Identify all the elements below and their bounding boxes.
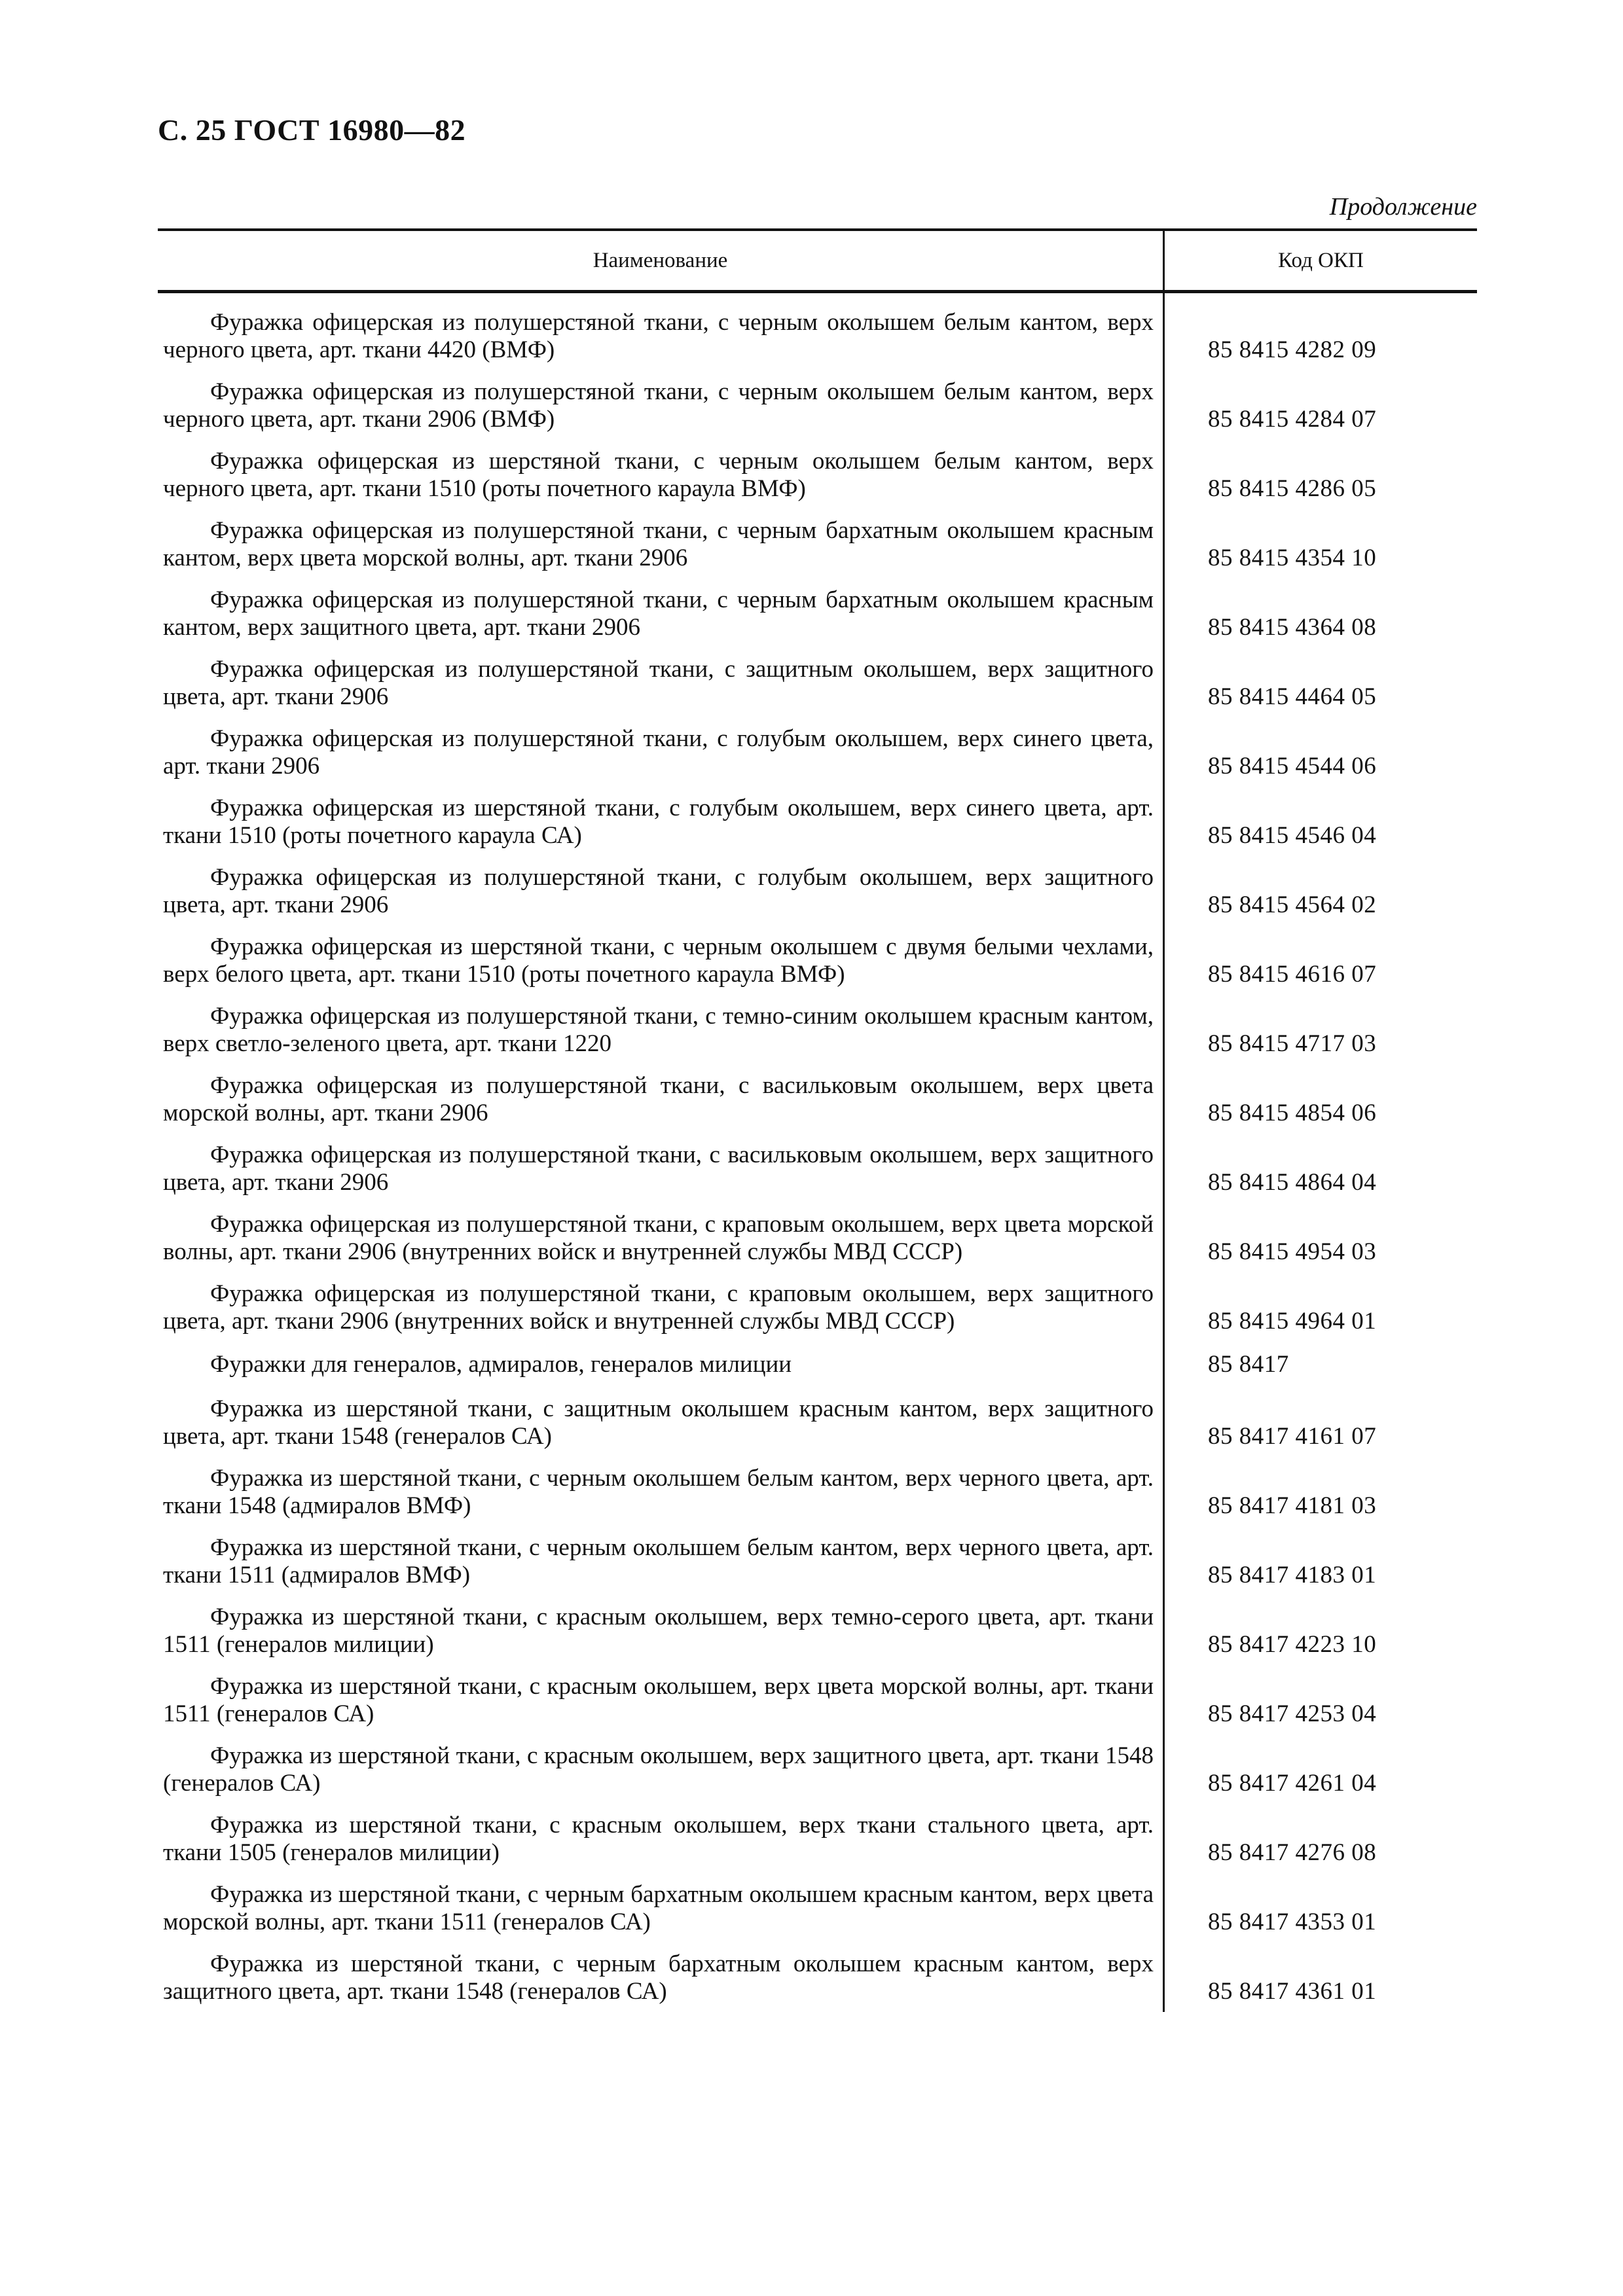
row-code: 85 8417 4261 04 (1208, 1770, 1377, 1797)
row-name: Фуражка офицерская из полушерстяной ткани, с черным бархатным околышем красным кантом, верх цвета морской волны, арт. ткани 2906 (163, 517, 1154, 571)
table-row (158, 925, 1477, 995)
row-name-cell (158, 1526, 1165, 1596)
table-row (158, 856, 1477, 925)
row-name: Фуражка офицерская из полушерстяной ткани, с краповым околышем, верх защитного цвета, арт. ткани 2906 (внутренних войск и внутренней службы МВД СССР) (163, 1280, 1154, 1335)
table-header (158, 228, 1477, 293)
row-name-cell (158, 293, 1165, 370)
row-code: 85 8415 4282 09 (1208, 336, 1377, 363)
row-code: 85 8417 4361 01 (1208, 1978, 1377, 2005)
table-row (158, 1388, 1477, 1457)
row-code: 85 8415 4544 06 (1208, 753, 1377, 780)
row-name: Фуражка офицерская из полушерстяной ткани, с защитным околышем, верх защитного цвета, арт. ткани 2906 (163, 656, 1154, 710)
table-row (158, 787, 1477, 856)
table-row (158, 648, 1477, 717)
row-code: 85 8415 4546 04 (1208, 822, 1377, 849)
row-name: Фуражка офицерская из полушерстяной ткани, с голубым околышем, верх синего цвета, арт. ткани 2906 (163, 725, 1154, 780)
row-code: 85 8417 4253 04 (1208, 1700, 1377, 1727)
table-row (158, 293, 1477, 370)
row-code: 85 8417 4353 01 (1208, 1909, 1377, 1935)
table-row (158, 995, 1477, 1064)
row-name-cell (158, 1272, 1165, 1342)
table-row (158, 440, 1477, 509)
table-row (158, 1064, 1477, 1134)
table-row (158, 1665, 1477, 1734)
row-name: Фуражка из шерстяной ткани, с защитным околышем красным кантом, верх защитного цвета, арт. ткани 1548 (генералов СА) (163, 1395, 1154, 1450)
row-name: Фуражка из шерстяной ткани, с красным околышем, верх защитного цвета, арт. ткани 1548 (генералов СА) (163, 1742, 1154, 1797)
row-code: 85 8415 4354 10 (1208, 545, 1377, 571)
row-code: 85 8415 4564 02 (1208, 891, 1377, 918)
row-code: 85 8417 4161 07 (1208, 1423, 1377, 1450)
row-name-cell (158, 717, 1165, 787)
row-name: Фуражка офицерская из полушерстяной ткани, с васильковым околышем, верх цвета морской волны, арт. ткани 2906 (163, 1072, 1154, 1126)
row-name-cell (158, 648, 1165, 717)
row-name-cell (158, 787, 1165, 856)
row-name-cell (158, 925, 1165, 995)
row-name-cell (158, 1665, 1165, 1734)
column-header-code: Код ОКП (1278, 248, 1364, 272)
column-header-name: Наименование (158, 231, 1165, 290)
row-code: 85 8417 4223 10 (1208, 1631, 1377, 1658)
row-name-cell (158, 579, 1165, 648)
table-row (158, 370, 1477, 440)
row-name-cell (158, 1203, 1165, 1272)
row-code: 85 8415 4964 01 (1208, 1308, 1377, 1335)
row-name-cell (158, 1804, 1165, 1873)
row-code: 85 8417 (1208, 1351, 1289, 1378)
row-name: Фуражка офицерская из полушерстяной ткани, с голубым околышем, верх защитного цвета, арт. ткани 2906 (163, 864, 1154, 918)
row-code: 85 8417 4276 08 (1208, 1839, 1377, 1866)
row-name: Фуражка из шерстяной ткани, с черным бархатным околышем красным кантом, верх защитного цвета, арт. ткани 1548 (генералов СА) (163, 1950, 1154, 2005)
row-name: Фуражка из шерстяной ткани, с красным околышем, верх темно-серого цвета, арт. ткани 1511 (генералов милиции) (163, 1604, 1154, 1658)
continuation-label: Продолжение (1329, 193, 1477, 221)
row-code: 85 8415 4854 06 (1208, 1100, 1377, 1126)
row-name: Фуражка офицерская из шерстяной ткани, с голубым околышем, верх синего цвета, арт. ткани 1510 (роты почетного караула СА) (163, 795, 1154, 849)
row-name: Фуражка офицерская из полушерстяной ткани, с черным бархатным околышем красным кантом, верх защитного цвета, арт. ткани 2906 (163, 586, 1154, 641)
table-row (158, 717, 1477, 787)
row-name: Фуражка из шерстяной ткани, с черным бархатным околышем красным кантом, верх цвета морской волны, арт. ткани 1511 (генералов СА) (163, 1881, 1154, 1935)
row-name-cell (158, 1596, 1165, 1665)
row-code: 85 8417 4181 03 (1208, 1492, 1377, 1519)
row-name: Фуражка из шерстяной ткани, с черным околышем белым кантом, верх черного цвета, арт. ткани 1548 (адмиралов ВМФ) (163, 1465, 1154, 1519)
row-name: Фуражка офицерская из шерстяной ткани, с черным околышем белым кантом, верх черного цвета, арт. ткани 1510 (роты почетного караула ВМФ) (163, 448, 1154, 502)
row-code: 85 8415 4364 08 (1208, 614, 1377, 641)
row-name-cell (158, 1064, 1165, 1134)
table-row (158, 1272, 1477, 1342)
row-name: Фуражка офицерская из полушерстяной ткани, с темно-синим околышем красным кантом, верх светло-зеленого цвета, арт. ткани 1220 (163, 1003, 1154, 1057)
row-name-cell (158, 509, 1165, 579)
row-name-cell (158, 1388, 1165, 1457)
row-name-cell (158, 370, 1165, 440)
row-name: Фуражка из шерстяной ткани, с красным околышем, верх цвета морской волны, арт. ткани 1511 (генералов СА) (163, 1673, 1154, 1727)
row-name-cell (158, 856, 1165, 925)
row-name: Фуражка из шерстяной ткани, с черным околышем белым кантом, верх черного цвета, арт. ткани 1511 (адмиралов ВМФ) (163, 1534, 1154, 1588)
row-name-cell (158, 1134, 1165, 1203)
table-row (158, 1943, 1477, 2012)
table-row (158, 1804, 1477, 1873)
row-name: Фуражки для генералов, адмиралов, генералов милиции (210, 1351, 792, 1378)
row-name-cell (158, 1943, 1165, 2012)
table-row (158, 1203, 1477, 1272)
row-code: 85 8415 4464 05 (1208, 683, 1377, 710)
row-name: Фуражка офицерская из шерстяной ткани, с черным околышем с двумя белыми чехлами, верх белого цвета, арт. ткани 1510 (роты почетного караула ВМФ) (163, 933, 1154, 988)
row-name: Фуражка офицерская из полушерстяной ткани, с васильковым околышем, верх защитного цвета, арт. ткани 2906 (163, 1141, 1154, 1196)
row-name-cell (158, 440, 1165, 509)
table-row (158, 1134, 1477, 1203)
okp-table (158, 228, 1477, 2012)
table-row (158, 509, 1477, 579)
row-code: 85 8417 4183 01 (1208, 1562, 1377, 1588)
row-code: 85 8415 4954 03 (1208, 1238, 1377, 1265)
row-name: Фуражка из шерстяной ткани, с красным околышем, верх ткани стального цвета, арт. ткани 1505 (генералов милиции) (163, 1812, 1154, 1866)
row-name: Фуражка офицерская из полушерстяной ткани, с черным околышем белым кантом, верх черного цвета, арт. ткани 2906 (ВМФ) (163, 378, 1154, 433)
row-code: 85 8415 4864 04 (1208, 1169, 1377, 1196)
row-name-cell (158, 1342, 1165, 1388)
row-code: 85 8415 4286 05 (1208, 475, 1377, 502)
row-code: 85 8415 4616 07 (1208, 961, 1377, 988)
table-body (158, 293, 1477, 2012)
row-code: 85 8415 4284 07 (1208, 406, 1377, 433)
table-row (158, 1873, 1477, 1943)
row-name: Фуражка офицерская из полушерстяной ткани, с черным околышем белым кантом, верх черного цвета, арт. ткани 4420 (ВМФ) (163, 309, 1154, 363)
row-name: Фуражка офицерская из полушерстяной ткани, с краповым околышем, верх цвета морской волны, арт. ткани 2906 (внутренних войск и внутренней службы МВД СССР) (163, 1211, 1154, 1265)
table-row (158, 579, 1477, 648)
row-name-cell (158, 1734, 1165, 1804)
row-name-cell (158, 995, 1165, 1064)
page-header: С. 25 ГОСТ 16980—82 (158, 113, 466, 147)
row-code: 85 8415 4717 03 (1208, 1030, 1377, 1057)
row-name-cell (158, 1457, 1165, 1526)
table-row (158, 1342, 1477, 1388)
table-row (158, 1526, 1477, 1596)
table-row (158, 1596, 1477, 1665)
row-name-cell (158, 1873, 1165, 1943)
table-row (158, 1457, 1477, 1526)
table-row (158, 1734, 1477, 1804)
